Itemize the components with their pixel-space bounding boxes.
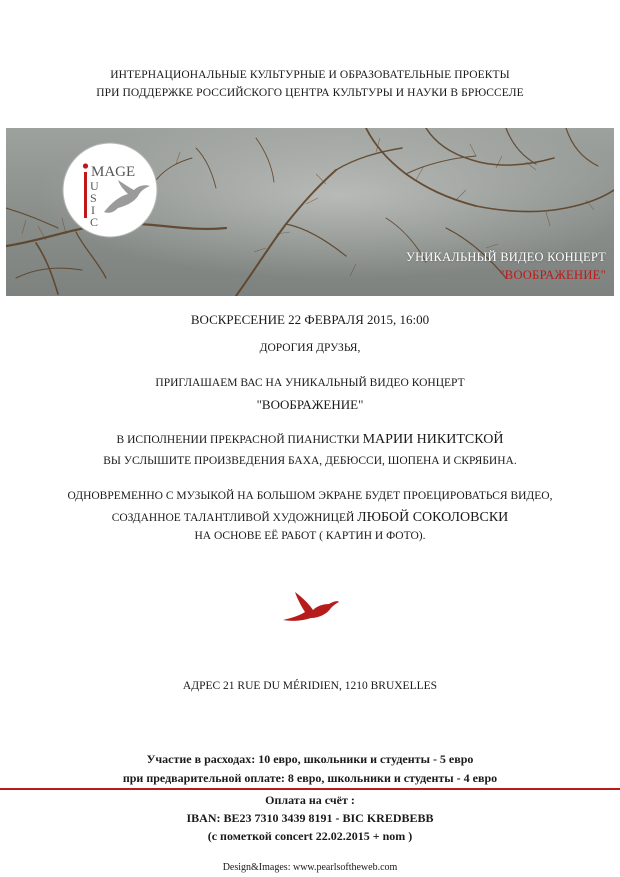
red-divider xyxy=(0,788,620,790)
logo-red-bar xyxy=(84,172,87,218)
organizer-header xyxy=(0,66,620,102)
header-line-1: ИНТЕРНАЦИОНАЛЬНЫЕ КУЛЬТУРНЫЕ И ОБРАЗОВАТЕЛЬНЫЕ ПРОЕКТЫ xyxy=(110,69,510,81)
svg-text:I: I xyxy=(91,203,95,217)
price-line-2: при предварительной оплате: 8 евро, школьники и студенты - 4 евро xyxy=(122,771,498,785)
svg-text:C: C xyxy=(90,215,99,229)
banner-headline: УНИКАЛЬНЫЙ ВИДЕО КОНЦЕРТ xyxy=(406,250,606,264)
concert-banner xyxy=(6,128,614,296)
video-line-2 xyxy=(0,510,620,526)
svg-text:S: S xyxy=(90,191,97,205)
payment-reference: (с пометкой concert 22.02.2015 + nom ) xyxy=(207,829,413,843)
invitation-line: ПРИГЛАШАЕМ ВАС НА УНИКАЛЬНЫЙ ВИДЕО КОНЦЕРТ xyxy=(155,377,465,389)
bank-details: IBAN: BE23 7310 3439 8191 - BIC KREDBEBB xyxy=(186,811,434,825)
venue-address: АДРЕС 21 RUE DU MÉRIDIEN, 1210 BRUXELLES xyxy=(182,680,438,692)
red-bird-icon xyxy=(281,590,341,626)
header-line-2: ПРИ ПОДДЕРЖКЕ РОССИЙСКОГО ЦЕНТРА КУЛЬТУРЫ И НАУКИ В БРЮССЕЛЕ xyxy=(96,87,524,99)
banner-concert-title: "ВООБРАЖЕНИЕ" xyxy=(499,268,606,282)
video-line-2-prefix: СОЗДАННОЕ ТАЛАНТЛИВОЙ ХУДОЖНИЦЕЙ xyxy=(111,512,355,524)
design-credit: Design&Images: www.pearlsoftheweb.com xyxy=(222,862,398,873)
price-line-1: Участие в расходах: 10 евро, школьники и студенты - 5 евро xyxy=(146,752,474,766)
video-line-1: ОДНОВРЕМЕННО С МУЗЫКОЙ НА БОЛЬШОМ ЭКРАНЕ БУДЕТ ПРОЕЦИРОВАТЬСЯ ВИДЕО, xyxy=(67,490,553,502)
performer-line xyxy=(0,432,620,448)
concert-title: "ВООБРАЖЕНИЕ" xyxy=(256,397,364,412)
svg-text:U: U xyxy=(90,179,99,193)
logo-mage-text: MAGE xyxy=(91,164,136,180)
video-line-3: НА ОСНОВЕ ЕЁ РАБОТ ( КАРТИН И ФОТО). xyxy=(194,530,426,542)
greeting: ДОРОГИЯ ДРУЗЬЯ, xyxy=(259,342,361,354)
performer-name: МАРИИ НИКИТСКОЙ xyxy=(362,432,504,447)
performer-prefix: В ИСПОЛНЕНИИ ПРЕКРАСНОЙ ПИАНИСТКИ xyxy=(116,434,360,446)
repertoire-line: ВЫ УСЛЫШИТЕ ПРОИЗВЕДЕНИЯ БАХА, ДЕБЮССИ, ШОПЕНА И СКРЯБИНА. xyxy=(103,455,517,467)
artist-name: ЛЮБОЙ СОКОЛОВСКИ xyxy=(357,510,509,525)
event-date: ВОСКРЕСЕНИЕ 22 ФЕВРАЛЯ 2015, 16:00 xyxy=(190,312,430,327)
payment-heading: Оплата на счёт : xyxy=(265,793,355,807)
image-music-logo xyxy=(62,142,158,238)
